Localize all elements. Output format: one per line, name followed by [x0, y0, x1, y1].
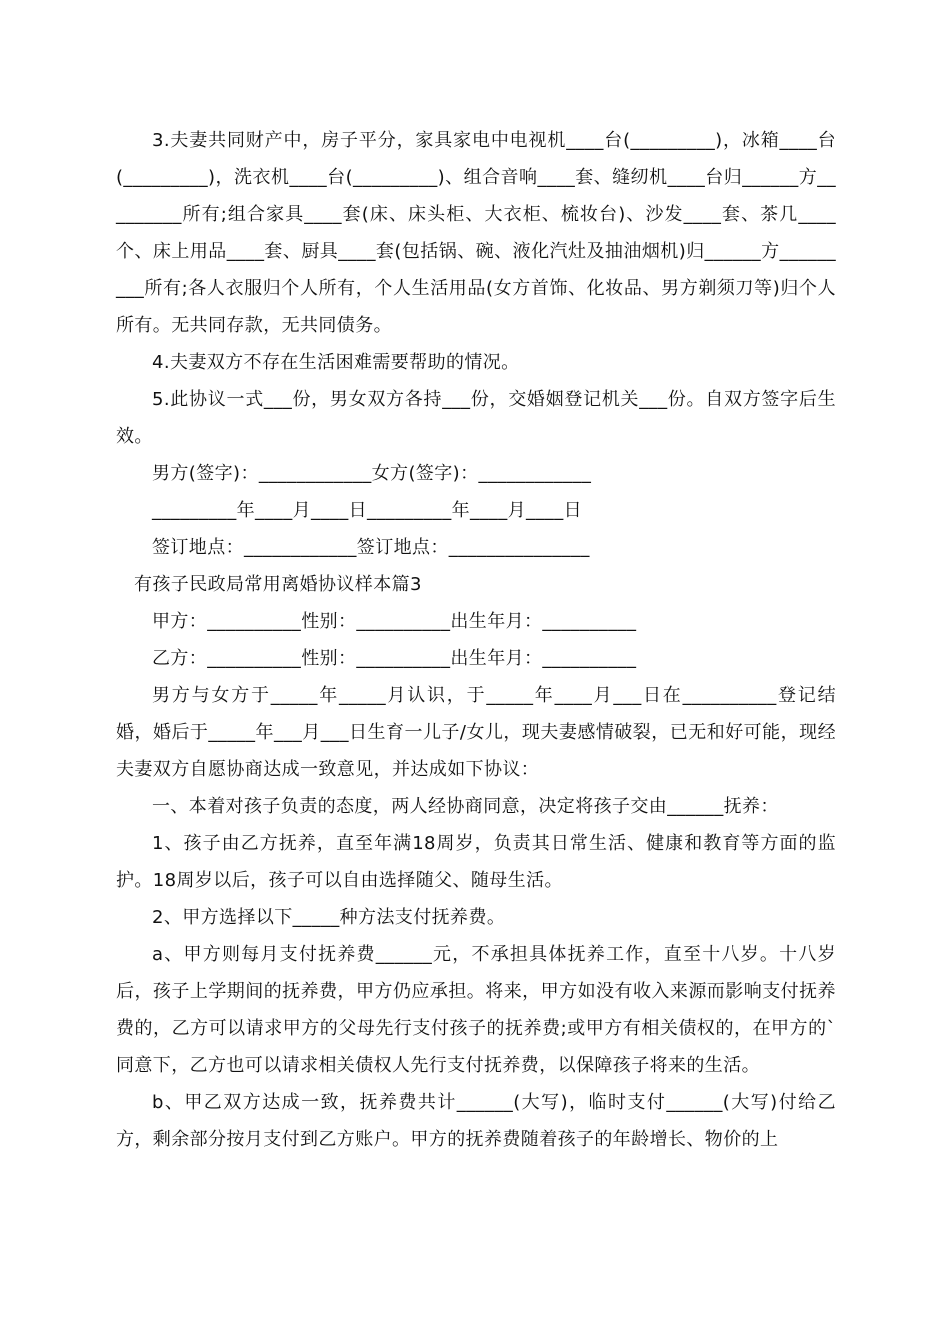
paragraph-payment-method: 2、甲方选择以下_____种方法支付抚养费。	[152, 907, 506, 928]
party-b-line: 乙方：__________性别：__________出生年月：__________	[152, 648, 637, 669]
paragraph-custody-detail: 1、孩子由乙方抚养，直至年满18周岁，负责其日常生活、健康和教育等方面的监护。18周岁以后，孩子可以自由选择随父、随母生活。	[116, 833, 836, 891]
document-content	[116, 122, 836, 1158]
date-line: _________年____月____日_________年____月____日	[152, 500, 582, 521]
party-a-line: 甲方：__________性别：__________出生年月：__________	[152, 611, 637, 632]
paragraph-option-a: a、甲方则每月支付抚养费______元，不承担具体抚养工作，直至十八岁。十八岁后，孩子上学期间的抚养费，甲方仍应承担。将来，甲方如没有收入来源而影响支付抚养费的，乙方可以请求甲方的父母先行支付孩子的抚养费;或甲方有相关债权的，在甲方的`同意下，乙方也可以请求相关债权人先行支付抚养费，以保障孩子将来的生活。	[116, 944, 836, 1076]
section-title: 有孩子民政局常用离婚协议样本篇3	[134, 574, 422, 595]
signing-place-line: 签订地点：____________签订地点：_______________	[152, 537, 590, 558]
paragraph-property-division: 3.夫妻共同财产中，房子平分，家具家电中电视机____台(_________)，冰箱____台(_________)，洗衣机____台(_________)、组合音响____套、缝纫机____台归______方_________所有;组合家具____套(床、床头柜、大衣柜、梳妆台)、沙发____套、茶几____个、床上用品____套、厨具____套(包括锅、碗、液化汽灶及抽油烟机)归______方_________所有;各人衣服归个人所有，个人生活用品(女方首饰、化妆品、男方剃须刀等)归个人所有。无共同存款，无共同债务。	[116, 130, 836, 336]
paragraph-copies: 5.此协议一式___份，男女双方各持___份，交婚姻登记机关___份。自双方签字后生效。	[116, 389, 836, 447]
signature-line: 男方(签字)：____________女方(签字)：____________	[152, 463, 592, 484]
paragraph-custody-clause: 一、本着对孩子负责的态度，两人经协商同意，决定将孩子交由______抚养：	[152, 796, 779, 817]
paragraph-marriage-background: 男方与女方于_____年_____月认识，于_____年____月___日在__________登记结婚，婚后于_____年___月___日生育一儿子/女儿，现夫妻感情破裂，已无和好可能，现经夫妻双方自愿协商达成一致意见，并达成如下协议：	[116, 685, 836, 780]
paragraph-no-hardship: 4.夫妻双方不存在生活困难需要帮助的情况。	[152, 352, 520, 373]
paragraph-option-b: b、甲乙双方达成一致，抚养费共计______(大写)，临时支付______(大写)付给乙方，剩余部分按月支付到乙方账户。甲方的抚养费随着孩子的年龄增长、物价的上	[116, 1092, 836, 1150]
